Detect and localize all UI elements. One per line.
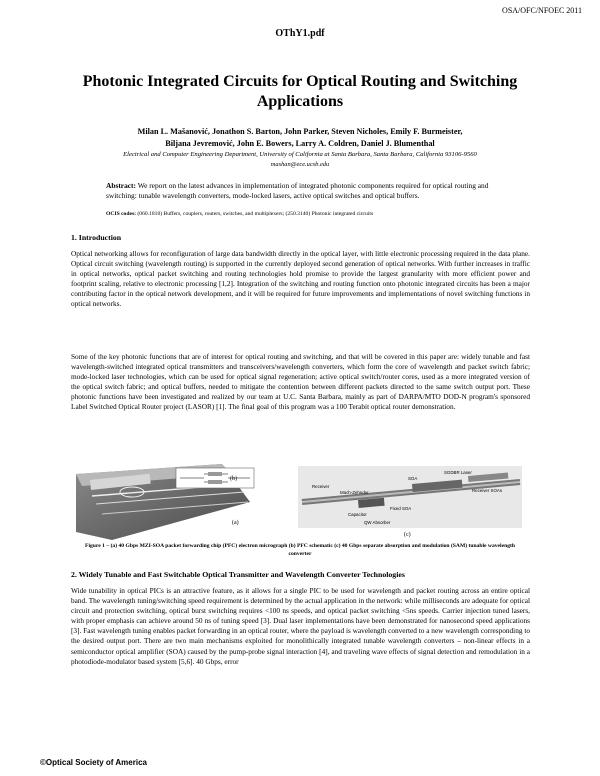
figure-1b-label: (b) [230, 476, 237, 482]
abstract-text: We report on the latest advances in implementation of integrated photonic components required for optical routing and switching: tunable wavelength converters, mode-locked lasers, active optical switches and optical buffers. [106, 181, 489, 200]
file-name: OThY1.pdf [275, 28, 325, 39]
figure-1c-label-mach-zehnder: Mach-Zehnder [340, 490, 369, 495]
section-1-paragraph-2: Some of the key photonic functions that are of interest for optical routing and switching, and that will be covered in this paper are: widely tunable and fast wavelength-switched integrated optical transmitters and transceivers/wavelength converters, which form the core of wavelength and packet switch fabric; mode-locked laser technologies, which can be used for optical signal regeneration; active optical switch/router cores, used as a more integrated version of the optical switch fabric; and optical buffers, needed to mitigate the contention between different packets directed to the same switch output port. These photonic functions have been investigated and realized by our team at U.C. Santa Barbara, mainly as part of DARPA/MTO DOD-N program's sponsored Label Switched Optical Router project (LASOR) [1]. The final goal of this program was a 100 Terabit optical router demonstration. [71, 352, 530, 412]
ocis-text: (060.1810) Buffers, couplers, routers, switches, and multiplexers; (250.3140) Photonic integrated circuits [137, 211, 374, 217]
conference-label: OSA/OFC/NFOEC 2011 [502, 6, 582, 15]
figure-1c-label-qw-absorber: QW Absorber [364, 520, 391, 525]
authors-line-1: Milan L. Mašanović, Jonathon S. Barton, John Parker, Steven Nicholes, Emily F. Burmeister, [137, 127, 463, 136]
section-2-heading: 2. Widely Tunable and Fast Switchable Optical Transmitter and Wavelength Converter Technologies [71, 570, 405, 579]
figure-1c-label-soa: SOA [408, 476, 418, 481]
figure-1-graphic [72, 462, 530, 540]
section-1-heading: 1. Introduction [71, 233, 122, 242]
figure-1c-label: (c) [404, 532, 411, 538]
figure-1c-label-capacitor: Capacitor [348, 512, 367, 517]
figure-1a-label: (a) [232, 520, 239, 526]
affiliation: Electrical and Computer Engineering Department, University of California at Santa Barbara, Santa Barbara, California 93106-9560 [123, 151, 477, 158]
ocis-codes [106, 211, 526, 217]
figure-1c-label-fixed-soa: Fixed SOA [390, 506, 412, 511]
figure-1b-schematic [176, 468, 254, 488]
author-email[interactable]: mashan@ece.ucsb.edu [270, 161, 330, 168]
ocis-label: OCIS codes: [106, 211, 136, 217]
authors-line-2: Biljana Jevremović, John E. Bowers, Larry A. Coldren, Daniel J. Blumenthal [165, 139, 435, 148]
abstract [106, 181, 498, 201]
section-1-paragraph-1: Optical networking allows for reconfiguration of large data bandwidth directly in the optical layer, with little electronic processing required in the data plane. Optical circuit switching (wavelength routing) is supported in the currently deployed second generation of optical networks. With further increases in traffic in optical networks, optical packet switching and routing technologies hold promise to provide the largest granularity with more efficient power and footprint scaling, relative to electronic processing [1,2]. Integration of the switching and routing function onto photonic integrated circuits has been a major contributing factor in the optical network development, and it will be required for future improvements and implementations of novel switching functions in optical networks. [71, 249, 530, 309]
figure-1c-label-receiver-soas: Receiver SOAs [472, 488, 503, 493]
abstract-label: Abstract: [106, 181, 136, 190]
paper-title: Photonic Integrated Circuits for Optical Routing and Switching Applications [82, 73, 518, 110]
figure-1 [72, 462, 530, 540]
copyright-footer: ©Optical Society of America [40, 758, 147, 767]
figure-1-caption: Figure 1 – (a) 40 Gbps MZI-SOA packet forwarding chip (PFC) electron micrograph (b) PFC schematic (c) 40 Gbps separate absorption and modulation (SAM) tunable wavelength converter [85, 543, 515, 558]
section-2-paragraph-1: Wide tunability in optical PICs is an attractive feature, as it allows for a single PIC to be used for wavelength and packet routing across an entire optical band. The wavelength tuning/switching speed requirement is determined by the actual application in the network: while milliseconds are adequate for optical circuit and protection switching, optical burst switching requires <100 ns speeds, and optical packet switching <5ns speeds. Carrier injection tuned lasers, with proper emphasis can achieve around 50 ns of tuning speed [3]. Dual laser implementations have been demonstrated for nanosecond speed applications [3]. Fast wavelength tuning enables packet forwarding in an optical router, where the payload is wavelength converted to a new wavelength corresponding to the desired output port. There are two main mechanisms exploited for monolithically integrated tunable wavelength converters – non-linear effects in a semiconductor optical amplifier (SOA) caused by the pump-probe signal interaction [4], and traveling wave effects of signal detection and remodulation in a photodiode-modulator based system [5,6]. 40 Gbps, error [71, 586, 530, 666]
figure-1c-label-receiver: Receiver [312, 484, 330, 489]
figure-1c-label-sgdbr: SGDBR Laser [444, 470, 472, 475]
